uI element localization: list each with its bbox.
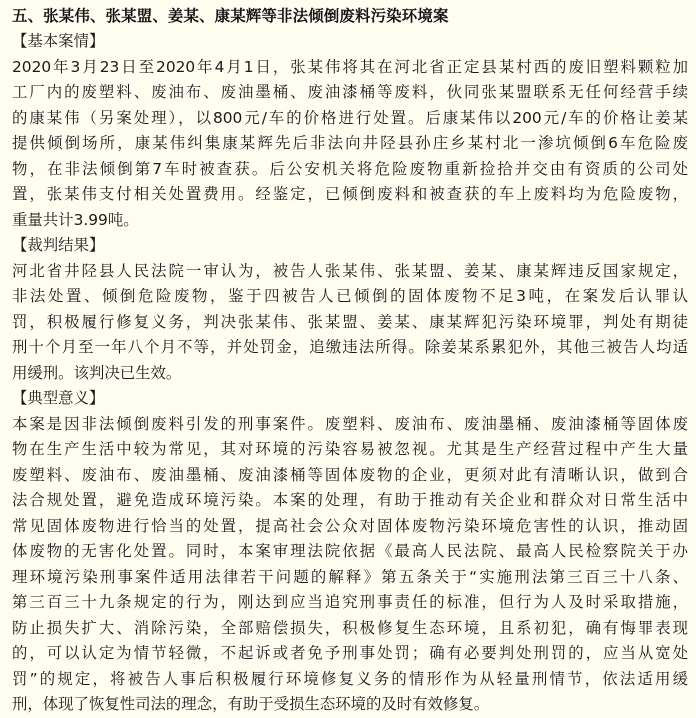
- text-line: 的，可以认定为情节轻微，不起诉或者免予刑事处罚；确有必要判处刑罚的，应当从宽处: [12, 644, 688, 662]
- text-line: 体废物的无害化处置。同时，本案审理法院依据《最高人民法院、最高人民检察院关于办: [12, 542, 688, 560]
- section-typical-significance: [12, 386, 688, 718]
- section-judgment-result: [12, 233, 688, 386]
- text-line: 物在生产生活中较为常见，其对环境的污染容易被忽视。尤其是生产经营过程中产生大量: [12, 440, 688, 458]
- text-line: 提供倾倒场所，康某伟纠集康某辉先后非法向井陉县孙庄乡某村北一渗坑倾倒6车危险废: [12, 134, 688, 152]
- text-line: 常见固体废物进行恰当的处置，提高社会公众对固体废物污染环境危害性的认识，推动固: [12, 516, 688, 535]
- text-line: 物，在非法倾倒第7车时被查获。后公安机关将危险废物重新捡拾并交由有资质的公司处: [12, 159, 688, 178]
- text-line: 河北省井陉县人民法院一审认为，被告人张某伟、张某盟、姜某、康某辉违反国家规定，: [12, 261, 688, 280]
- text-line: 非法处置、倾倒危险废物，鉴于四被告人已倾倒的固体废物不足3吨，在案发后认罪认: [12, 287, 688, 305]
- text-line: 工厂内的废塑料、废油布、废油墨桶、废油漆桶等废料，伙同张某盟联系无任何经营手续: [12, 83, 688, 101]
- text-line: 罚”的规定，将被告人事后积极履行环境修复义务的情形作为从轻量刑情节，依法适用缓: [12, 669, 688, 688]
- judgment-result-paragraph: [12, 259, 688, 387]
- section-basic-facts: [12, 29, 688, 233]
- text-line: 置，张某伟支付相关处置费用。经鉴定，已倾倒废料和被查获的车上废料均为危险废物，: [12, 185, 688, 203]
- section-label-judgment-result: 【裁判结果】: [12, 236, 105, 254]
- text-line: 的康某伟（另案处理），以800元/车的价格进行处置。后康某伟以200元/车的价格让姜某: [12, 108, 688, 127]
- text-line: 2020年3月23日至2020年4月1日，张某伟将其在河北省正定县某村西的废旧塑料颗粒加: [12, 57, 688, 76]
- typical-significance-paragraph: [12, 412, 688, 718]
- text-line: 用缓刑。该判决已生效。: [12, 363, 182, 382]
- text-line: 刑十个月至一年八个月不等，并处罚金，追缴违法所得。除姜某系累犯外，其他三被告人均适: [12, 338, 688, 356]
- text-line: 重量共计3.99吨。: [12, 210, 139, 229]
- text-line: 废塑料、废油布、废油墨桶、废油漆桶等固体废物的企业，更须对此有清晰认识，做到合: [12, 465, 688, 484]
- section-label-typical-significance: 【典型意义】: [12, 389, 105, 407]
- section-label-basic-facts: 【基本案情】: [12, 32, 105, 50]
- text-line: 刑，体现了恢复性司法的理念，有助于受损生态环境的及时有效修复。: [12, 695, 490, 713]
- text-line: 理环境污染刑事案件适用法律若干问题的解释》第五条关于“实施刑法第三百三十八条、: [12, 567, 688, 586]
- text-line: 法合规处置，避免造成环境污染。本案的处理，有助于推动有关企业和群众对日常生活中: [12, 491, 688, 509]
- case-title: 五、张某伟、张某盟、姜某、康某辉等非法倾倒废料污染环境案: [12, 7, 449, 25]
- basic-facts-paragraph: [12, 55, 688, 234]
- text-line: 罚，积极履行修复义务，判决张某伟、张某盟、姜某、康某辉犯污染环境罪，判处有期徒: [12, 312, 688, 331]
- text-line: 本案是因非法倾倒废料引发的刑事案件。废塑料、废油布、废油墨桶、废油漆桶等固体废: [12, 414, 688, 433]
- text-line: 第三百三十九条规定的行为，刚达到应当追究刑事责任的标准，但行为人及时采取措施，: [12, 593, 688, 611]
- text-line: 防止损失扩大、消除污染，全部赔偿损失，积极修复生态环境，且系初犯，确有悔罪表现: [12, 618, 688, 637]
